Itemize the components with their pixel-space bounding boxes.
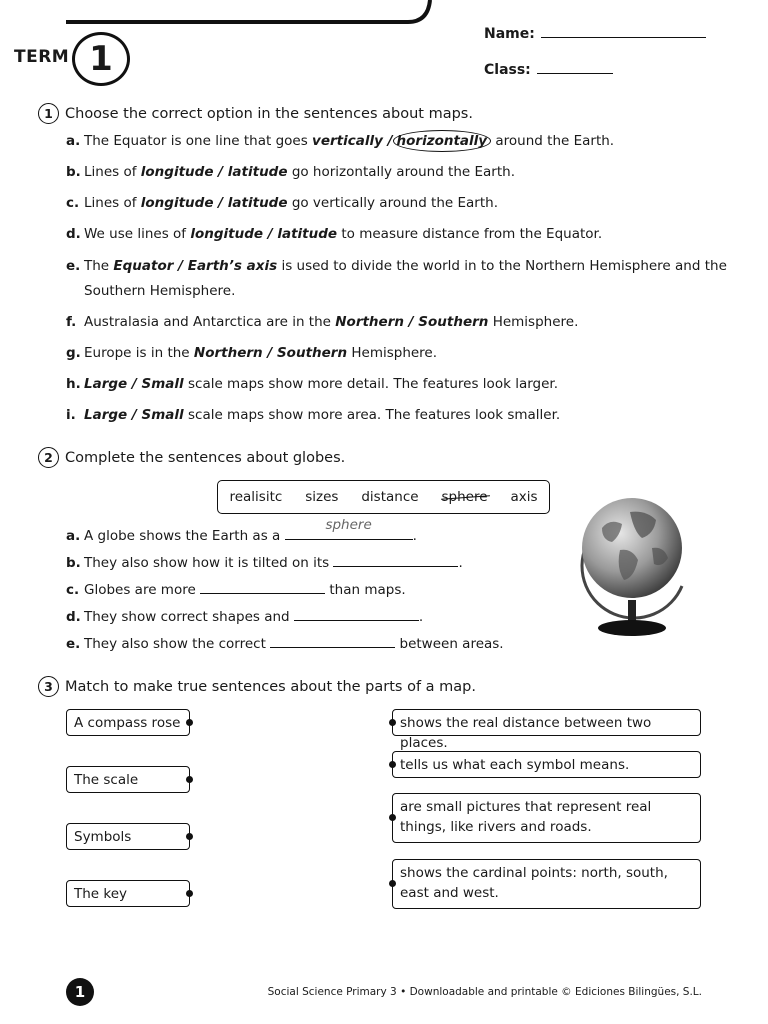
item-letter: g.	[66, 345, 81, 361]
exercise-1-heading	[38, 103, 473, 124]
item-text: between areas.	[399, 636, 504, 652]
ex1-item-d	[66, 222, 602, 247]
match-right-symbol-meaning[interactable]: tells us what each symbol means.	[392, 751, 701, 778]
item-letter: e.	[66, 636, 81, 652]
class-line[interactable]	[537, 62, 613, 74]
item-letter: d.	[66, 226, 81, 242]
item-letter: b.	[66, 555, 81, 571]
ex1-item-i	[66, 403, 560, 428]
exercise-3-instruction: Match to make true sentences about the parts of a map.	[65, 678, 476, 695]
exercise-1-instruction: Choose the correct option in the sentences about maps.	[65, 105, 473, 122]
item-text: Globes are more	[84, 582, 196, 598]
footer-text: Social Science Primary 3 • Downloadable and printable © Ediciones Bilingües, S.L.	[267, 986, 702, 998]
globe-image	[572, 488, 700, 644]
item-text: They also show how it is tilted on its	[84, 555, 330, 571]
answer-blank[interactable]	[294, 607, 419, 621]
item-text: Hemisphere.	[492, 314, 579, 330]
exercise-2-instruction: Complete the sentences about globes.	[65, 449, 346, 466]
item-text: Hemisphere.	[351, 345, 438, 361]
page-number: 1	[66, 978, 94, 1006]
match-dot[interactable]	[389, 880, 396, 887]
word-bank-word: realisitc	[229, 489, 283, 505]
item-option[interactable]: longitude / latitude	[140, 164, 288, 180]
ex2-item-e	[66, 632, 504, 657]
item-letter: f.	[66, 314, 77, 330]
match-dot[interactable]	[186, 776, 193, 783]
match-left-scale[interactable]: The scale	[66, 766, 190, 793]
ex1-item-a	[66, 129, 614, 154]
ex2-item-d	[66, 605, 423, 630]
item-letter: c.	[66, 582, 80, 598]
match-left-compass-rose[interactable]: A compass rose	[66, 709, 190, 736]
item-option[interactable]: Large / Small	[84, 376, 184, 392]
item-letter: i.	[66, 407, 76, 423]
item-option[interactable]: Large / Small	[84, 407, 184, 423]
answer-text: sphere	[325, 517, 372, 533]
ex1-item-b	[66, 160, 515, 185]
answer-blank[interactable]	[285, 517, 413, 540]
item-text: .	[418, 609, 424, 625]
item-letter: a.	[66, 133, 81, 149]
word-bank	[217, 480, 550, 514]
word-bank-word: axis	[510, 489, 538, 505]
item-text: go horizontally around the Earth.	[291, 164, 515, 180]
match-right-small-pictures[interactable]: are small pictures that represent real things, like rivers and roads.	[392, 793, 701, 843]
item-text: to measure distance from the Equator.	[341, 226, 603, 242]
item-option-circled[interactable]: horizontally	[393, 130, 492, 152]
match-dot[interactable]	[186, 719, 193, 726]
item-letter: h.	[66, 376, 81, 392]
class-field	[484, 62, 613, 78]
item-option[interactable]: longitude / latitude	[190, 226, 338, 242]
item-text: Europe is in the	[84, 345, 190, 361]
item-option[interactable]: longitude / latitude	[140, 195, 288, 211]
ex2-item-b	[66, 551, 463, 576]
ex1-item-c	[66, 191, 498, 216]
item-letter: d.	[66, 609, 81, 625]
item-option[interactable]: Equator / Earth’s axis	[113, 258, 278, 274]
match-dot[interactable]	[389, 761, 396, 768]
ex2-item-c	[66, 578, 406, 603]
item-text: .	[458, 555, 463, 571]
item-text: scale maps show more area. The features look smaller.	[187, 407, 561, 423]
term-label: TERM	[14, 47, 70, 67]
item-text: around the Earth.	[495, 133, 615, 149]
item-option[interactable]: vertically /	[312, 133, 393, 149]
ex1-item-e	[66, 254, 727, 304]
item-text: go vertically around the Earth.	[291, 195, 498, 211]
word-bank-word: sizes	[305, 489, 339, 505]
ex2-item-a	[66, 517, 417, 549]
match-dot[interactable]	[186, 833, 193, 840]
item-text: We use lines of	[84, 226, 187, 242]
item-text: The Equator is one line that goes	[84, 133, 308, 149]
class-label: Class:	[484, 62, 531, 78]
match-right-distance[interactable]: shows the real distance between two places.	[392, 709, 701, 736]
word-bank-word-used: sphere	[441, 489, 488, 505]
item-letter: b.	[66, 164, 81, 180]
name-label: Name:	[484, 26, 535, 42]
match-left-key[interactable]: The key	[66, 880, 190, 907]
item-text: A globe shows the Earth as a	[84, 528, 281, 544]
answer-blank[interactable]	[200, 580, 325, 594]
match-right-cardinal-points[interactable]: shows the cardinal points: north, south, east and west.	[392, 859, 701, 909]
item-letter: c.	[66, 195, 80, 211]
item-option[interactable]: Northern / Southern	[335, 314, 489, 330]
item-letter: a.	[66, 528, 81, 544]
item-text: The	[84, 258, 110, 274]
match-left-symbols[interactable]: Symbols	[66, 823, 190, 850]
word-bank-word: distance	[361, 489, 419, 505]
item-text: Australasia and Antarctica are in the	[84, 314, 331, 330]
item-text: They also show the correct	[84, 636, 266, 652]
item-text: Lines of	[84, 195, 137, 211]
ex1-item-h	[66, 372, 558, 397]
exercise-2-heading	[38, 447, 345, 468]
item-text: They show correct shapes and	[84, 609, 290, 625]
match-dot[interactable]	[389, 814, 396, 821]
exercise-3-heading	[38, 676, 476, 697]
exercise-3-number: 3	[38, 676, 59, 697]
item-text: than maps.	[329, 582, 406, 598]
ex1-item-f	[66, 310, 578, 335]
match-dot[interactable]	[186, 890, 193, 897]
item-text: Lines of	[84, 164, 137, 180]
item-text: scale maps show more detail. The features look larger.	[187, 376, 559, 392]
ex1-item-g	[66, 341, 437, 366]
item-letter: e.	[66, 258, 81, 274]
item-text: .	[412, 528, 417, 544]
item-text: is used to divide the world in to the Northern Hemisphere and the	[281, 258, 727, 274]
match-dot[interactable]	[389, 719, 396, 726]
answer-blank[interactable]	[333, 553, 458, 567]
term-number-badge: 1	[72, 32, 130, 86]
name-line[interactable]	[541, 26, 706, 38]
item-text-continued: Southern Hemisphere.	[84, 283, 236, 299]
exercise-1-number: 1	[38, 103, 59, 124]
name-field	[484, 26, 706, 42]
answer-blank[interactable]	[270, 634, 395, 648]
item-option[interactable]: Northern / Southern	[193, 345, 348, 361]
exercise-2-number: 2	[38, 447, 59, 468]
